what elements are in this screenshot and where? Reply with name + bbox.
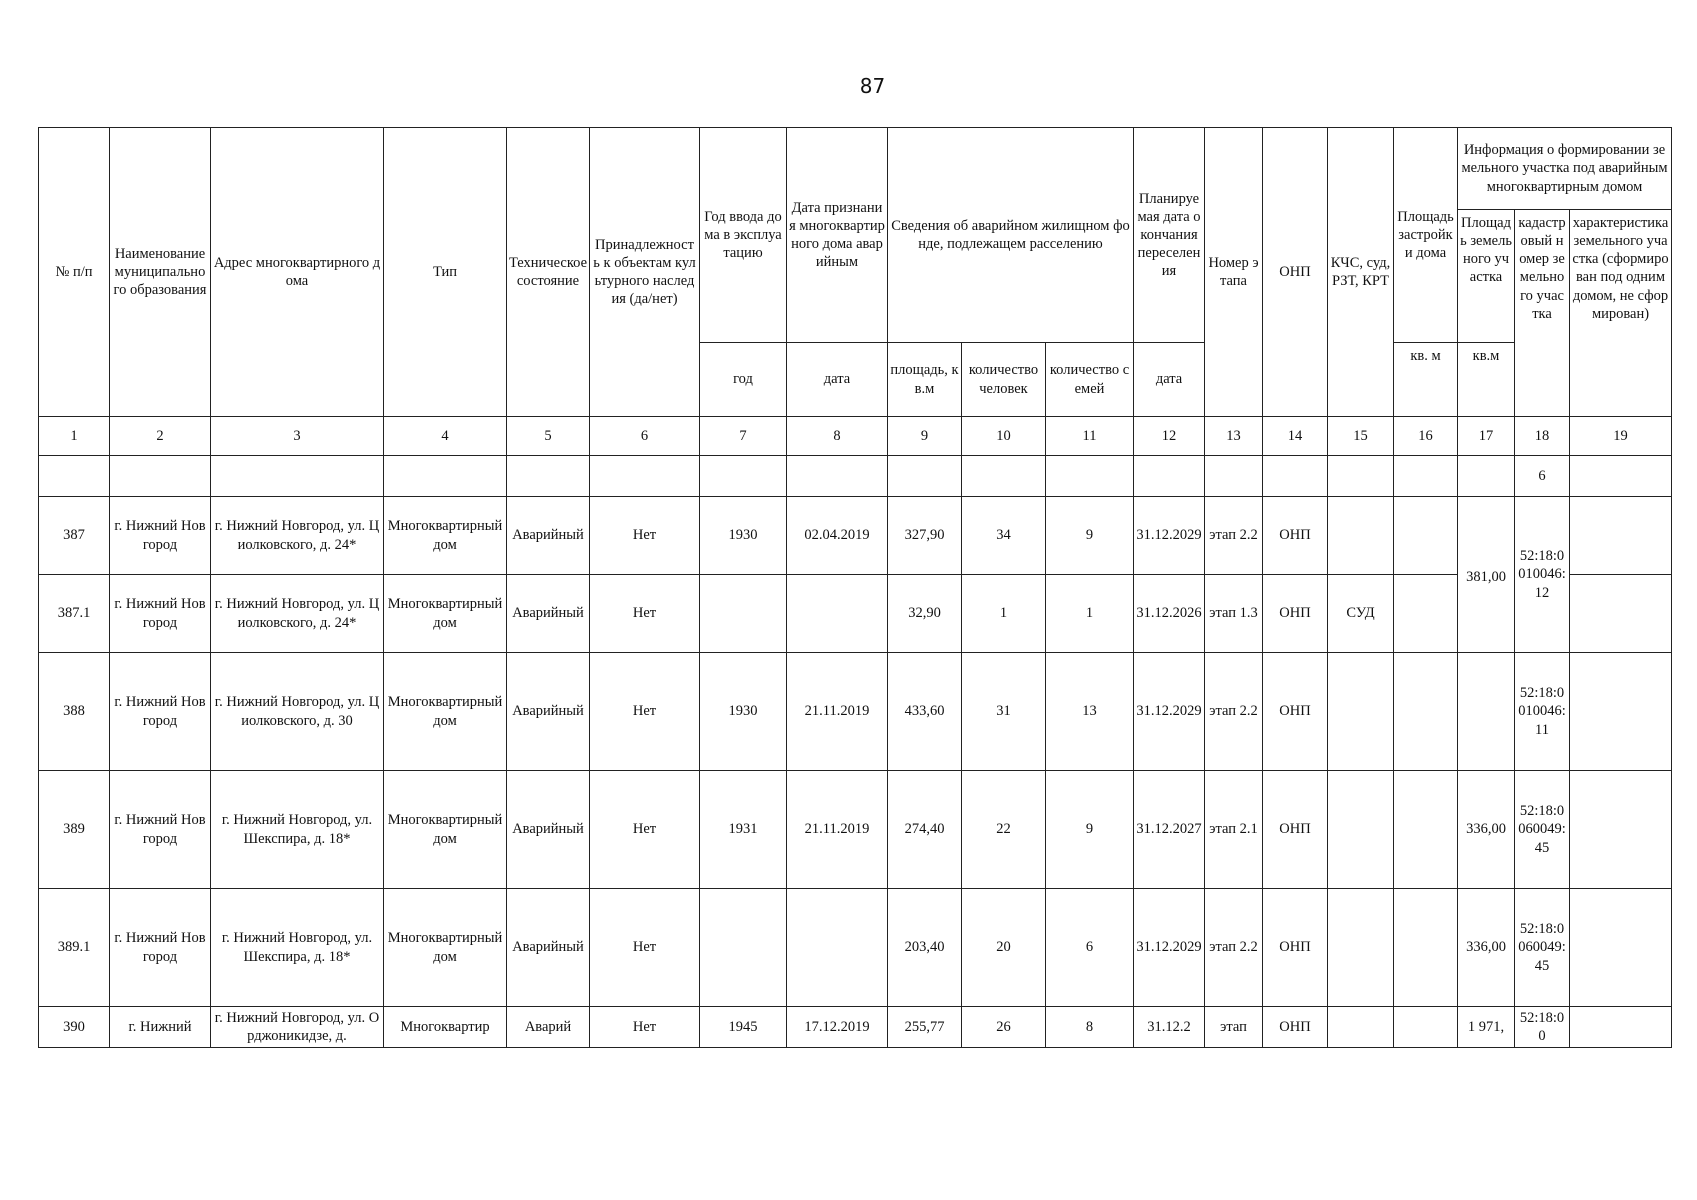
state-cell: Аварийный (507, 497, 590, 575)
col-number: 11 (1046, 417, 1134, 456)
stage-cell: этап 1.3 (1205, 575, 1263, 653)
col-number: 13 (1205, 417, 1263, 456)
stage-cell: этап 2.2 (1205, 653, 1263, 771)
type-cell: Многоквартирный дом (384, 771, 507, 889)
people-cell: 34 (962, 497, 1046, 575)
table-row (39, 1007, 1672, 1048)
header-municipality: Наименование муниципального образования (110, 128, 211, 417)
col-number: 2 (110, 417, 211, 456)
header-land-characteristic: характеристика земельного участка (сформирован под одним домом, не сформирован) (1570, 210, 1672, 417)
col-number: 10 (962, 417, 1046, 456)
families-cell: 9 (1046, 771, 1134, 889)
stage-cell: этап 2.1 (1205, 771, 1263, 889)
land-characteristic-cell (1570, 889, 1672, 1007)
address-cell: г. Нижний Новгород, ул. Циолковского, д. 24* (211, 575, 384, 653)
row-number: 389.1 (39, 889, 110, 1007)
end-date-cell: 31.12.2029 (1134, 653, 1205, 771)
col-number: 19 (1570, 417, 1672, 456)
header-onp: ОНП (1263, 128, 1328, 417)
date-cell: 17.12.2019 (787, 1007, 888, 1048)
page-number: 87 (859, 74, 886, 98)
onp-cell: ОНП (1263, 653, 1328, 771)
families-cell: 6 (1046, 889, 1134, 1007)
header-building-area: Площадь застройки дома (1394, 128, 1458, 343)
col-number: 3 (211, 417, 384, 456)
header-type: Тип (384, 128, 507, 417)
cadastral-cell: 6 (1515, 456, 1570, 497)
header-planned-date-sub: дата (1134, 343, 1205, 417)
type-cell: Многоквартир (384, 1007, 507, 1048)
onp-cell: ОНП (1263, 1007, 1328, 1048)
state-cell: Аварийный (507, 575, 590, 653)
row-number: 387 (39, 497, 110, 575)
date-cell: 02.04.2019 (787, 497, 888, 575)
col-number: 17 (1458, 417, 1515, 456)
col-number: 4 (384, 417, 507, 456)
cadastral-cell: 52:18:0010046:11 (1515, 653, 1570, 771)
land-area-cell: 336,00 (1458, 771, 1515, 889)
municipality-cell: г. Нижний Новгород (110, 497, 211, 575)
col-number: 8 (787, 417, 888, 456)
row-number: 390 (39, 1007, 110, 1048)
date-cell (787, 575, 888, 653)
header-families: количество семей (1046, 343, 1134, 417)
end-date-cell: 31.12.2029 (1134, 889, 1205, 1007)
cadastral-cell: 52:18:00 (1515, 1007, 1570, 1048)
header-land-info: Информация о формировании земельного участка под аварийным многоквартирным домом (1458, 128, 1672, 210)
families-cell: 13 (1046, 653, 1134, 771)
heritage-cell: Нет (590, 771, 700, 889)
year-cell: 1930 (700, 653, 787, 771)
state-cell: Аварий (507, 1007, 590, 1048)
header-number: № п/п (39, 128, 110, 417)
end-date-cell: 31.12.2029 (1134, 497, 1205, 575)
header-kchs: КЧС, суд, РЗТ, КРТ (1328, 128, 1394, 417)
families-cell: 9 (1046, 497, 1134, 575)
header-heritage: Принадлежность к объектам культурного наследия (да/нет) (590, 128, 700, 417)
cadastral-cell: 52:18:0060049:45 (1515, 889, 1570, 1007)
year-cell: 1945 (700, 1007, 787, 1048)
families-cell: 1 (1046, 575, 1134, 653)
col-number: 1 (39, 417, 110, 456)
year-cell (700, 889, 787, 1007)
municipality-cell: г. Нижний Новгород (110, 889, 211, 1007)
col-number: 18 (1515, 417, 1570, 456)
header-people: количество человек (962, 343, 1046, 417)
municipality-cell: г. Нижний Новгород (110, 575, 211, 653)
kchs-cell (1328, 497, 1394, 575)
year-cell (700, 575, 787, 653)
area-cell: 274,40 (888, 771, 962, 889)
col-number: 6 (590, 417, 700, 456)
col-number: 14 (1263, 417, 1328, 456)
header-emergency-fund: Сведения об аварийном жилищном фонде, подлежащем расселению (888, 128, 1134, 343)
address-cell: г. Нижний Новгород, ул. Шекспира, д. 18* (211, 771, 384, 889)
onp-cell: ОНП (1263, 575, 1328, 653)
kchs-cell: СУД (1328, 575, 1394, 653)
municipality-cell: г. Нижний Новгород (110, 771, 211, 889)
col-number: 7 (700, 417, 787, 456)
land-characteristic-cell (1570, 771, 1672, 889)
kchs-cell (1328, 771, 1394, 889)
area-cell: 255,77 (888, 1007, 962, 1048)
cadastral-cell: 52:18:0010046:12 (1515, 497, 1570, 653)
building-area-cell (1394, 771, 1458, 889)
land-area-cell (1458, 653, 1515, 771)
address-cell: г. Нижний Новгород, ул. Орджоникидзе, д. (211, 1007, 384, 1048)
type-cell: Многоквартирный дом (384, 653, 507, 771)
col-number: 5 (507, 417, 590, 456)
column-numbers-row (39, 417, 1672, 456)
header-year-sub: год (700, 343, 787, 417)
header-building-area-sub: кв. м (1394, 343, 1458, 417)
header-recognition-date: Дата признания многоквартирного дома аварийным (787, 128, 888, 343)
building-area-cell (1394, 575, 1458, 653)
land-characteristic-cell (1570, 1007, 1672, 1048)
state-cell: Аварийный (507, 653, 590, 771)
header-date-sub: дата (787, 343, 888, 417)
kchs-cell (1328, 653, 1394, 771)
heritage-cell: Нет (590, 889, 700, 1007)
municipality-cell: г. Нижний (110, 1007, 211, 1048)
cadastral-cell: 52:18:0060049:45 (1515, 771, 1570, 889)
table-row (39, 653, 1672, 771)
col-number: 9 (888, 417, 962, 456)
state-cell: Аварийный (507, 771, 590, 889)
building-area-cell (1394, 653, 1458, 771)
building-area-cell (1394, 1007, 1458, 1048)
onp-cell: ОНП (1263, 771, 1328, 889)
col-number: 15 (1328, 417, 1394, 456)
col-number: 16 (1394, 417, 1458, 456)
date-cell (787, 889, 888, 1007)
land-characteristic-cell (1570, 575, 1672, 653)
row-number: 387.1 (39, 575, 110, 653)
area-cell: 203,40 (888, 889, 962, 1007)
area-cell: 433,60 (888, 653, 962, 771)
end-date-cell: 31.12.2 (1134, 1007, 1205, 1048)
year-cell: 1930 (700, 497, 787, 575)
people-cell: 22 (962, 771, 1046, 889)
people-cell: 26 (962, 1007, 1046, 1048)
families-cell: 8 (1046, 1007, 1134, 1048)
header-area: площадь, кв.м (888, 343, 962, 417)
type-cell: Многоквартирный дом (384, 497, 507, 575)
emergency-housing-table (38, 127, 1672, 1048)
col-number: 12 (1134, 417, 1205, 456)
kchs-cell (1328, 889, 1394, 1007)
building-area-cell (1394, 889, 1458, 1007)
heritage-cell: Нет (590, 575, 700, 653)
state-cell: Аварийный (507, 889, 590, 1007)
people-cell: 31 (962, 653, 1046, 771)
year-cell: 1931 (700, 771, 787, 889)
area-cell: 32,90 (888, 575, 962, 653)
end-date-cell: 31.12.2026 (1134, 575, 1205, 653)
land-area-cell: 1 971, (1458, 1007, 1515, 1048)
address-cell: г. Нижний Новгород, ул. Циолковского, д. 24* (211, 497, 384, 575)
heritage-cell: Нет (590, 1007, 700, 1048)
table-row (39, 889, 1672, 1007)
header-technical-state: Техническое состояние (507, 128, 590, 417)
onp-cell: ОНП (1263, 497, 1328, 575)
stage-cell: этап 2.2 (1205, 889, 1263, 1007)
end-date-cell: 31.12.2027 (1134, 771, 1205, 889)
row-number: 388 (39, 653, 110, 771)
municipality-cell: г. Нижний Новгород (110, 653, 211, 771)
date-cell: 21.11.2019 (787, 771, 888, 889)
table-row (39, 497, 1672, 575)
kchs-cell (1328, 1007, 1394, 1048)
header-land-area-sub: кв.м (1458, 343, 1515, 417)
header-address: Адрес многоквартирного дома (211, 128, 384, 417)
table-row (39, 771, 1672, 889)
land-characteristic-cell (1570, 653, 1672, 771)
people-cell: 1 (962, 575, 1046, 653)
address-cell: г. Нижний Новгород, ул. Циолковского, д. 30 (211, 653, 384, 771)
building-area-cell (1394, 497, 1458, 575)
land-area-cell: 336,00 (1458, 889, 1515, 1007)
header-year: Год ввода дома в эксплуатацию (700, 128, 787, 343)
type-cell: Многоквартирный дом (384, 575, 507, 653)
address-cell: г. Нижний Новгород, ул. Шекспира, д. 18* (211, 889, 384, 1007)
heritage-cell: Нет (590, 497, 700, 575)
stage-cell: этап 2.2 (1205, 497, 1263, 575)
heritage-cell: Нет (590, 653, 700, 771)
header-land-area: Площадь земельного участка (1458, 210, 1515, 343)
header-cadastral-number: кадастровый номер земельного участка (1515, 210, 1570, 417)
onp-cell: ОНП (1263, 889, 1328, 1007)
continuation-row (39, 456, 1672, 497)
area-cell: 327,90 (888, 497, 962, 575)
land-characteristic-cell (1570, 497, 1672, 575)
stage-cell: этап (1205, 1007, 1263, 1048)
header-planned-date: Планируемая дата окончания переселения (1134, 128, 1205, 343)
header-stage: Номер этапа (1205, 128, 1263, 417)
type-cell: Многоквартирный дом (384, 889, 507, 1007)
table-row (39, 575, 1672, 653)
people-cell: 20 (962, 889, 1046, 1007)
row-number: 389 (39, 771, 110, 889)
date-cell: 21.11.2019 (787, 653, 888, 771)
land-area-cell: 381,00 (1458, 497, 1515, 653)
